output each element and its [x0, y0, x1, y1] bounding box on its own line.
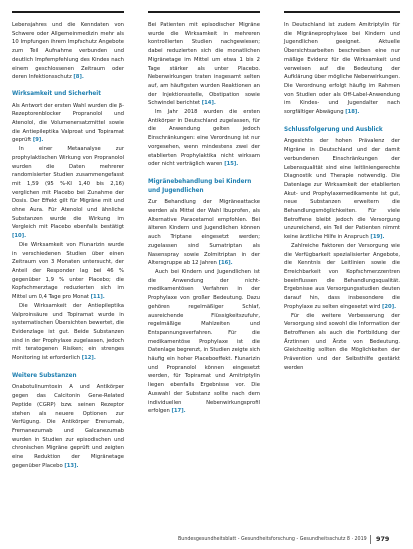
column-rule — [148, 11, 260, 13]
section-heading: Wirksamkeit und Sicherheit — [12, 90, 101, 97]
section-heading: Schlussfolgerung und Ausblick — [284, 126, 383, 133]
page-number: 979 — [376, 535, 390, 543]
citation-link[interactable]: [19]. — [370, 234, 385, 241]
paragraph — [284, 312, 400, 373]
section-heading: Weitere Substanzen — [12, 372, 77, 379]
citation-link[interactable]: [17]. — [171, 408, 186, 415]
citation-link[interactable]: [8]. — [73, 74, 84, 81]
citation-link[interactable]: [10]. — [12, 233, 27, 240]
body-text: Angesichts der hohen Prävalenz der Migräne in Deutschland und der damit verbundenen Einschränkungen der Lebensqualität sind eine leitliniengerechte Diagnostik und Therapie notwendig. Die Datenlage zur Wirksamkeit der etablierten Akut- und Prophylaxemedikamente ist gut, neue Substanzen erweitern die Behandlungsmöglichkeiten. Für viele Betroffene bleibt jedoch die Versorgung unzureichend, ein Teil der Patienten nimmt keine ärztliche Hilfe in Anspruch — [284, 138, 400, 241]
citation-link[interactable]: [15]. — [224, 161, 239, 168]
body-text: Auch bei Kindern und Jugendlichen ist die Anwendung der nicht-medikamentösen Verfahren in der Prophylaxe von großer Bedeutung. Dazu gehören regelmäßiger Schlaf, ausreichende Flüssigkeitszufuhr, regelmäßige Mahlzeiten und Entspannungsverfahren. Für die medikamentöse Prophylaxe ist die Datenlage begrenzt, in Studien zeigte sich häufig ein hoher Placeboeffekt. Flunarizin und Propranolol können eingesetzt werden, für Topiramat und Amitriptylin liegen ebenfalls Ergebnisse vor. Die Auswahl der Substanz sollte nach dem individuellen Nebenwirkungsprofil erfolgen — [148, 268, 260, 415]
citation-link[interactable]: [12]. — [81, 355, 96, 362]
body-text: Zur Behandlung der Migräneattacke werden als Mittel der Wahl Ibuprofen, als Alternative Paracetamol empfohlen. Bei älteren Kindern und Jugendlichen können auch Triptane eingesetzt werden; zugelassen sind Sumatriptan als Nasenspray sowie Zolmitriptan in der Altersgruppe ab 12 Jahren — [148, 199, 260, 267]
body-text: Zahlreiche Faktoren der Versorgung wie die Verfügbarkeit spezialisierter Angebote, die Kenntnis der Leitlinien sowie die Erreichbarkeit von Kopfschmerzzentren beeinflussen die Behandlungsqualität. Ergebnisse aus Versorgungsstudien deuten darauf hin, dass insbesondere die Prophylaxe zu selten eingesetzt wird — [284, 242, 400, 310]
paragraph — [284, 242, 400, 312]
text-column-3 — [284, 21, 400, 372]
body-text: Bei Patienten mit episodischer Migräne wurde die Wirksamkeit in mehreren kontrollierten Studien nachgewiesen; dabei reduzierten sich die monatlichen Migränetage im Mittel um etwa 1 bis 2 Tage stärker als unter Placebo. Nebenwirkungen traten insgesamt selten auf, am häufigsten wurden Reaktionen an der Injektionsstelle, Obstipation sowie Schwindel berichtet — [148, 22, 260, 107]
paragraph — [12, 21, 124, 82]
citation-link[interactable]: [13]. — [64, 462, 79, 469]
paragraph — [12, 102, 124, 146]
paragraph — [148, 21, 260, 108]
column-rule — [12, 11, 124, 13]
paragraph — [12, 302, 124, 363]
paragraph — [148, 268, 260, 416]
section-heading: Migränebehandlung bei Kindern und Jugendlichen — [148, 178, 252, 194]
body-text: Lebensjahres und die Kenndaten von Schwere oder Allgemeinmedizin mehr als 10 Impfungen ihrem Impfschutz Angebote zum Teil Aufnahme verbunden und deutlich Impfempfehlung des Kindes nach einem geschlossenen Zeitraum oder deren Infektionsschutz — [12, 22, 124, 81]
citation-link[interactable]: [9]. — [32, 137, 44, 144]
citation-link[interactable]: [20]. — [381, 303, 397, 310]
paragraph — [12, 383, 124, 470]
column-rule — [284, 11, 400, 13]
body-text: In einer Metaanalyse zur prophylaktischen Wirkung von Propranolol wurden die Daten mehrerer randomisierter Studien zusammengefasst mit 1,59 (95 %-KI 1,40 bis 2,16) verglichen mit Placebo bei Zunahme der Dosis. Der Effekt gilt für Migräne mit und ohne Aura. Für Atenolol und ähnliche Substanzen wurde die Wirkung im Vergleich mit Placebo ebenfalls bestätigt — [12, 146, 124, 231]
paragraph — [148, 198, 260, 268]
body-text: In Deutschland ist zudem Amitriptylin für die Migräneprophylaxe bei Kindern und Jugendlichen geeignet. Aktuelle Übersichtsarbeiten beschreiben eine nur mäßige Evidenz für die Wirksamkeit und verweisen auf die Bedeutung der Aufklärung über mögliche Nebenwirkungen. Die Verordnung erfolgt häufig im Rahmen von Studien oder als Off-Label-Anwendung im Kindes- und Jugendalter nach sorgfältiger Abwägung — [284, 22, 400, 116]
paragraph — [148, 108, 260, 169]
body-text: Als Antwort der ersten Wahl wurden die β-Rezeptorenblocker Propranolol und Atenolol, die Volumenersatzmittel sowie die Antiepileptika Valproat und Topiramat geprüft — [12, 102, 124, 144]
text-column-1 — [12, 21, 124, 470]
page-footer — [178, 535, 396, 544]
body-text: Im Jahr 2018 wurden die ersten Antikörper in Deutschland zugelassen, für die Anwendung gelten jedoch Einschränkungen: eine Verordnung ist nur vorgesehen, wenn mindestens zwei der etablierten Prophylaktika nicht wirksam oder nicht verträglich waren — [148, 109, 260, 168]
body-text: Die Wirksamkeit von Flunarizin wurde in verschiedenen Studien über einen Zeitraum von 3 Monaten untersucht, der Anteil der Responder lag bei 46 % gegenüber 1,9 % unter Placebo; die Kopfschmerztage reduzierten sich im Mittel um 0,4 Tage pro Monat — [12, 241, 124, 301]
paragraph — [12, 241, 124, 302]
citation-link[interactable]: [16]. — [218, 260, 233, 267]
citation-link[interactable]: [14]. — [201, 100, 216, 107]
body-text: Die Wirksamkeit der Antiepileptika Valproinsäure und Topiramat wurde in systematischen Übersichten bewertet, die Evidenzlage ist gut. Beide Substanzen sind in der Prophylaxe zugelassen, jedoch mit teratogenen Risiken; ein strenges Monitoring ist erforderlich — [12, 302, 124, 362]
citation-link[interactable]: [18]. — [345, 109, 360, 116]
paragraph — [284, 21, 400, 117]
paragraph — [12, 145, 124, 241]
journal-citation: Bundesgesundheitsblatt - Gesundheitsforschung - Gesundheitsschutz 8 · 2019 — [178, 537, 367, 542]
text-column-2 — [148, 21, 260, 416]
footer-divider — [370, 535, 371, 544]
body-text: Onabotulinumtoxin A und Antikörper gegen das Calcitonin Gene-Related Peptide (CGRP) bzw. seinen Rezeptor stehen als neuere Optionen zur Verfügung. Die Antikörper Erenumab, Fremanezumab und Galcanezumab wurden in Studien zur episodischen und chronischen Migräne geprüft und zeigten eine Reduktion der Migränetage gegenüber Placebo — [12, 384, 124, 469]
citation-link[interactable]: [11]. — [90, 294, 105, 301]
body-text: Für die weitere Verbesserung der Versorgung sind sowohl die Information der Betroffenen als auch die Fortbildung der Ärztinnen und Ärzte von Bedeutung. Gleichzeitig sollten die Möglichkeiten der Prävention und der Selbsthilfe gestärkt werden — [284, 312, 400, 371]
paragraph — [284, 137, 400, 241]
